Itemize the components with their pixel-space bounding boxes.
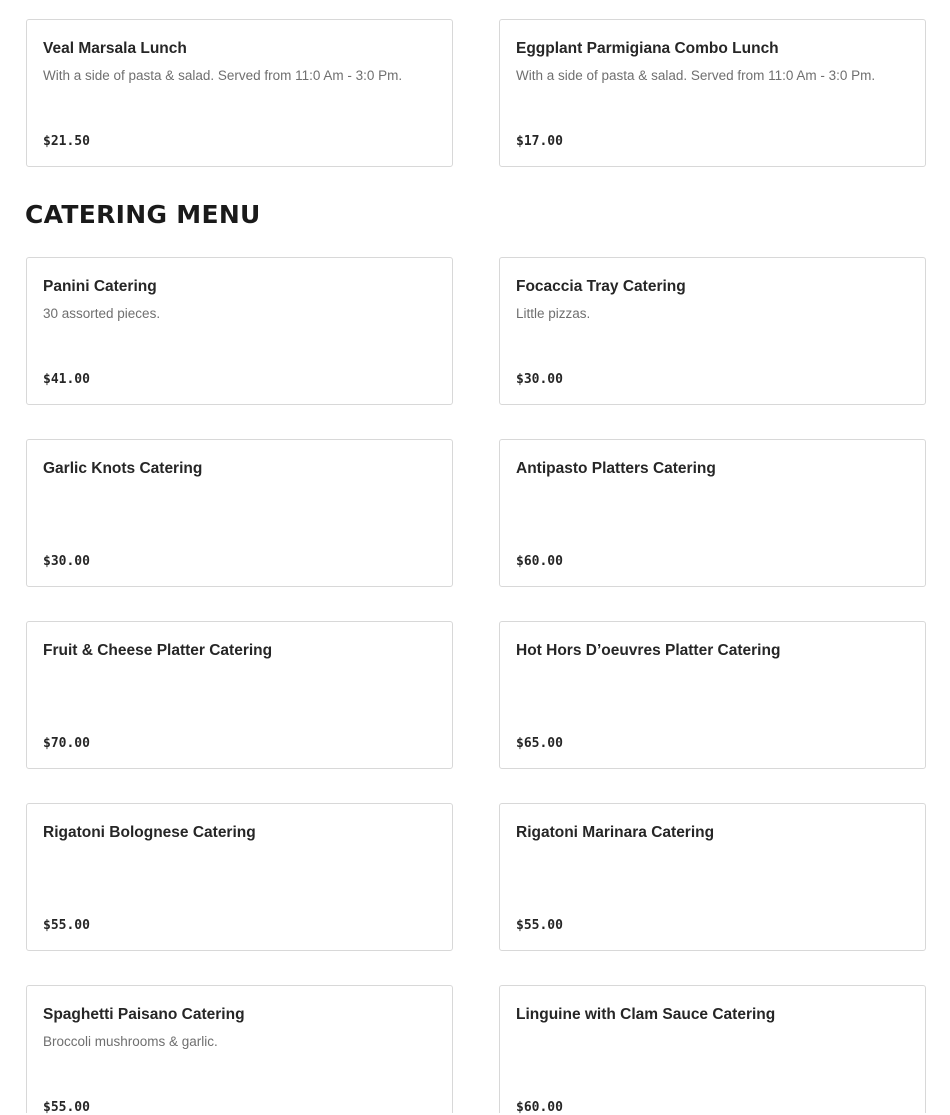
section-title: CATERING MENU (25, 200, 261, 229)
item-price: $30.00 (43, 554, 90, 569)
item-name: Antipasto Platters Catering (516, 460, 716, 477)
item-price: $55.00 (516, 918, 563, 933)
item-price: $41.00 (43, 372, 90, 387)
item-name: Spaghetti Paisano Catering (43, 1006, 245, 1023)
menu-item-card[interactable] (499, 257, 926, 405)
menu-item-card[interactable] (26, 257, 453, 405)
menu-item-card[interactable] (499, 803, 926, 951)
item-name: Rigatoni Marinara Catering (516, 824, 715, 841)
item-name: Veal Marsala Lunch (43, 40, 187, 57)
item-price: $30.00 (516, 372, 563, 387)
item-price: $70.00 (43, 736, 90, 751)
item-name: Eggplant Parmigiana Combo Lunch (516, 40, 779, 57)
item-name: Fruit & Cheese Platter Catering (43, 642, 273, 659)
item-price: $60.00 (516, 1100, 563, 1115)
item-name: Focaccia Tray Catering (516, 278, 686, 295)
item-name: Panini Catering (43, 278, 157, 295)
item-description: With a side of pasta & salad. Served from 11:0 Am - 3:0 Pm. (516, 68, 876, 83)
menu-item-card[interactable] (499, 19, 926, 167)
menu-item-card[interactable] (26, 19, 453, 167)
menu-item-card[interactable] (26, 803, 453, 951)
item-description: With a side of pasta & salad. Served from 11:0 Am - 3:0 Pm. (43, 68, 403, 83)
menu-item-card[interactable] (499, 439, 926, 587)
item-price: $17.00 (516, 134, 563, 149)
item-price: $55.00 (43, 1100, 90, 1115)
item-price: $55.00 (43, 918, 90, 933)
item-description: 30 assorted pieces. (43, 306, 161, 321)
item-name: Hot Hors D’oeuvres Platter Catering (516, 642, 781, 659)
menu-item-card[interactable] (499, 985, 926, 1113)
item-description: Broccoli mushrooms & garlic. (43, 1034, 218, 1049)
item-price: $65.00 (516, 736, 563, 751)
item-description: Little pizzas. (516, 306, 591, 321)
item-name: Garlic Knots Catering (43, 460, 203, 477)
menu-item-card[interactable] (26, 439, 453, 587)
menu-item-card[interactable] (499, 621, 926, 769)
item-name: Linguine with Clam Sauce Catering (516, 1006, 776, 1023)
item-price: $21.50 (43, 134, 90, 149)
item-name: Rigatoni Bolognese Catering (43, 824, 256, 841)
menu-item-card[interactable] (26, 621, 453, 769)
menu-item-card[interactable] (26, 985, 453, 1113)
item-price: $60.00 (516, 554, 563, 569)
